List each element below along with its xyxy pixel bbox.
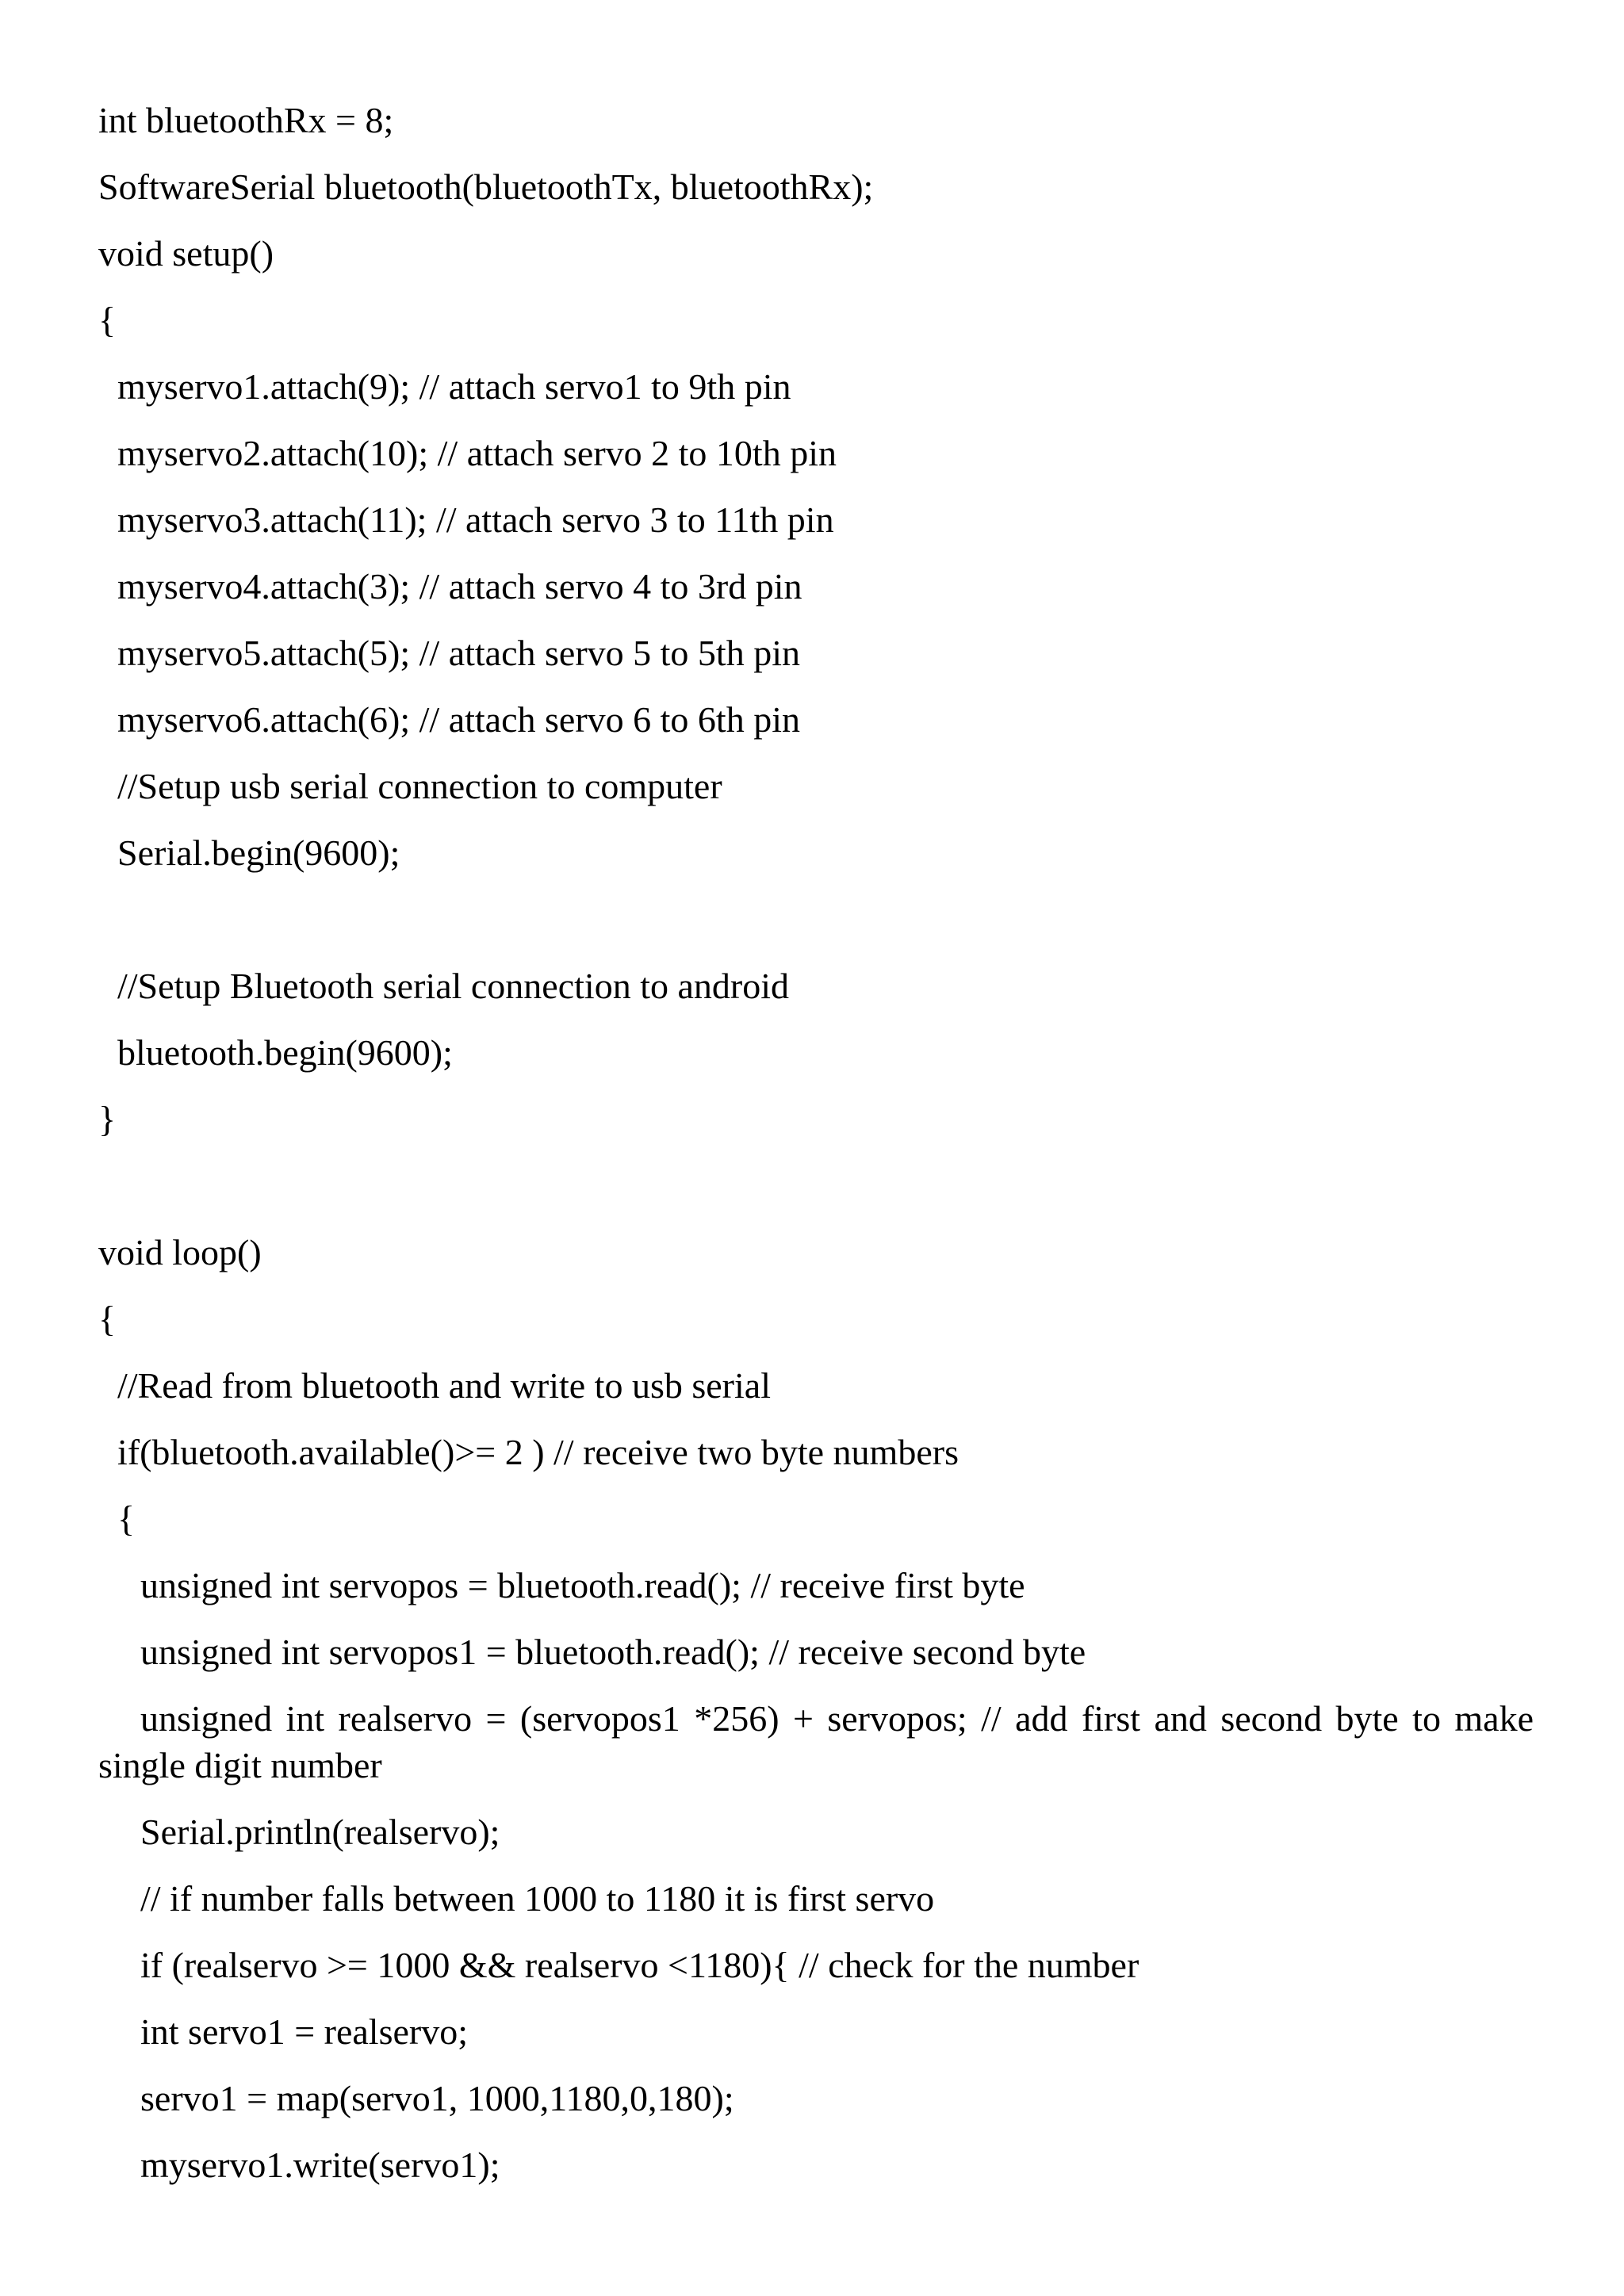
code-line-attach-servo5: myservo5.attach(5); // attach servo 5 to 5th pin bbox=[117, 633, 800, 673]
code-line-blank bbox=[98, 1162, 1534, 1209]
code-line-bluetooth-comment: //Setup Bluetooth serial connection to android bbox=[117, 966, 790, 1006]
code-line-setup-declaration: void setup() bbox=[98, 233, 274, 274]
code-line-usb-comment: //Setup usb serial connection to computer bbox=[117, 766, 722, 806]
code-line-if-open-brace: { bbox=[117, 1498, 136, 1539]
code-line-if-available: if(bluetooth.available()>= 2 ) // receive two byte numbers bbox=[117, 1432, 959, 1472]
code-line-servo1-write: myservo1.write(servo1); bbox=[140, 2145, 500, 2185]
code-line-attach-servo4: myservo4.attach(3); // attach servo 4 to 3rd pin bbox=[117, 566, 802, 607]
code-line-software-serial: SoftwareSerial bluetooth(bluetoothTx, bluetoothRx); bbox=[98, 166, 874, 207]
code-line-blank bbox=[98, 896, 1534, 943]
code-line-realservo: unsigned int realservo = (servopos1 *256) + servopos; // add first and second byte to make single digit number bbox=[98, 1698, 1534, 1785]
code-line-servopos1: unsigned int servopos1 = bluetooth.read(); // receive second byte bbox=[140, 1632, 1086, 1672]
code-line-servopos: unsigned int servopos = bluetooth.read(); // receive first byte bbox=[140, 1565, 1025, 1605]
code-line-attach-servo6: myservo6.attach(6); // attach servo 6 to 6th pin bbox=[117, 699, 800, 740]
code-line-if-range-check: if (realservo >= 1000 && realservo <1180){ // check for the number bbox=[140, 1945, 1139, 1985]
code-line-attach-servo1: myservo1.attach(9); // attach servo1 to 9th pin bbox=[117, 366, 791, 407]
code-line-loop-open-brace: { bbox=[98, 1299, 117, 1339]
code-line-serial-println: Serial.println(realservo); bbox=[140, 1812, 500, 1852]
code-line-range-comment: // if number falls between 1000 to 1180 it is first servo bbox=[140, 1878, 935, 1919]
code-listing bbox=[98, 97, 1534, 2208]
code-line-attach-servo3: myservo3.attach(11); // attach servo 3 to 11th pin bbox=[117, 499, 834, 540]
code-line-serial-begin: Serial.begin(9600); bbox=[117, 832, 400, 873]
code-line-setup-close-brace: } bbox=[98, 1099, 117, 1139]
code-line-read-comment: //Read from bluetooth and write to usb serial bbox=[117, 1365, 771, 1406]
code-line-loop-declaration: void loop() bbox=[98, 1232, 262, 1272]
code-line-servo1-assign: int servo1 = realservo; bbox=[140, 2011, 468, 2052]
code-line-bluetooth-begin: bluetooth.begin(9600); bbox=[117, 1032, 453, 1073]
code-line-attach-servo2: myservo2.attach(10); // attach servo 2 to 10th pin bbox=[117, 433, 837, 473]
code-line-bluetooth-rx: int bluetoothRx = 8; bbox=[98, 100, 394, 140]
code-line-setup-open-brace: { bbox=[98, 300, 117, 340]
code-line-servo1-map: servo1 = map(servo1, 1000,1180,0,180); bbox=[140, 2078, 734, 2118]
